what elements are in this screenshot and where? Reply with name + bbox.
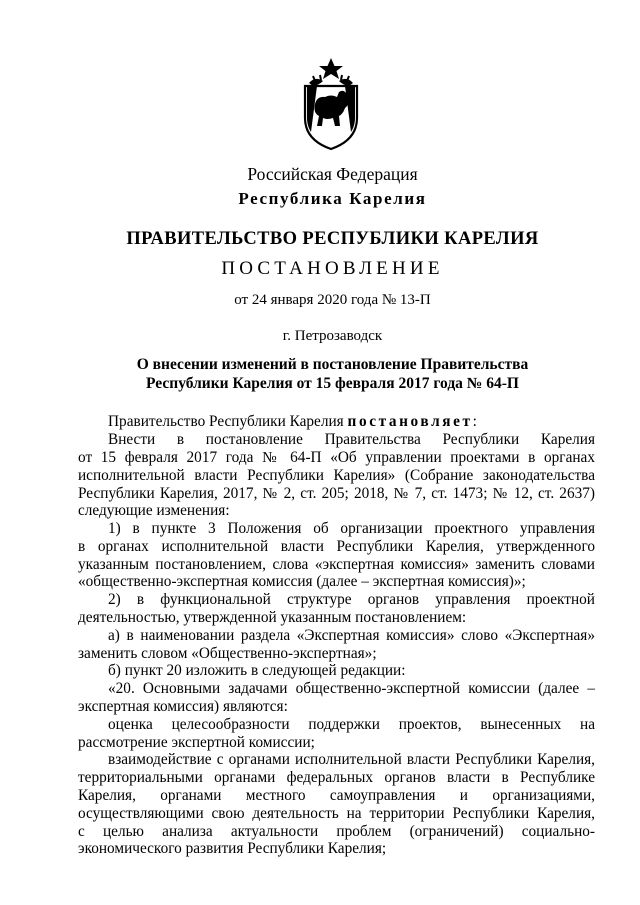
task-item: взаимодействие с органами исполнительной власти Республики Карелия,	[108, 751, 595, 768]
document-type: ПОСТАНОВЛЕНИЕ	[221, 258, 444, 279]
body-line: исполнительной власти Республики Карелия» (Собрание законодательства	[78, 467, 595, 484]
body-line: указанным постановлением, слова «экспертная комиссия» заменить словами	[78, 556, 595, 573]
task-item: оценка целесообразности поддержки проектов, вынесенных на	[108, 716, 595, 733]
list-item-2: 2) в функциональной структуре органов управления проектной	[108, 591, 595, 608]
decree-verb: постановляет	[347, 413, 473, 430]
document-title-line-2: Республики Карелия от 15 февраля 2017 года № 64-П	[146, 375, 519, 392]
body-line: «общественно-экспертная комиссия (далее – экспертная комиссия)»;	[78, 573, 526, 590]
body-line: следующие изменения:	[78, 502, 230, 519]
body-line: Республики Карелия, 2017, № 2, ст. 205; 2018, № 7, ст. 1473; № 12, ст. 2637)	[78, 485, 595, 502]
sub-item-b: б) пункт 20 изложить в следующей редакции:	[108, 662, 406, 679]
intro-paragraph	[108, 413, 595, 431]
quoted-item-20: «20. Основными задачами общественно-экспертной комиссии (далее –	[108, 680, 595, 697]
republic-name: Республика Карелия	[238, 189, 427, 208]
body-line: территориальными органами федеральных органов власти в Республике	[78, 769, 595, 786]
body-line: в органах исполнительной власти Республики Карелия, утвержденного	[78, 538, 595, 555]
intro-colon: :	[472, 413, 477, 430]
body-line: осуществляющими свою деятельность на территории Республики Карелия,	[78, 805, 595, 822]
sub-item-a: а) в наименовании раздела «Экспертная комиссия» слово «Экспертная»	[108, 627, 595, 644]
body-line: Карелия, органами местного самоуправления и организациями,	[78, 787, 595, 804]
body-line: заменить словом «Общественно-экспертная»;	[78, 645, 377, 662]
body-line: Внести в постановление Правительства Республики Карелия	[108, 431, 595, 448]
government-name: ПРАВИТЕЛЬСТВО РЕСПУБЛИКИ КАРЕЛИЯ	[126, 229, 539, 249]
list-item-1: 1) в пункте 3 Положения об организации проектного управления	[108, 520, 595, 537]
body-line: рассмотрение экспертной комиссии;	[78, 734, 315, 751]
body-line: экономического развития Республики Карелия;	[78, 840, 387, 857]
body-line: экспертная комиссия) являются:	[78, 698, 288, 715]
body-line: от 15 февраля 2017 года № 64-П «Об управлении проектами в органах	[78, 449, 595, 466]
country-name: Российская Федерация	[247, 164, 418, 184]
body-line: с целью анализа актуальности проблем (ограничений) социально-	[78, 823, 595, 840]
city: г. Петрозаводск	[282, 328, 383, 344]
body-line: деятельностью, утвержденной указанным постановлением:	[78, 609, 467, 626]
document-date: от 24 января 2020 года № 13-П	[234, 292, 431, 308]
intro-text: Правительство Республики Карелия	[108, 413, 344, 430]
karelia-coat-of-arms-icon	[293, 56, 369, 152]
document-title-line-1: О внесении изменений в постановление Правительства	[136, 356, 529, 373]
